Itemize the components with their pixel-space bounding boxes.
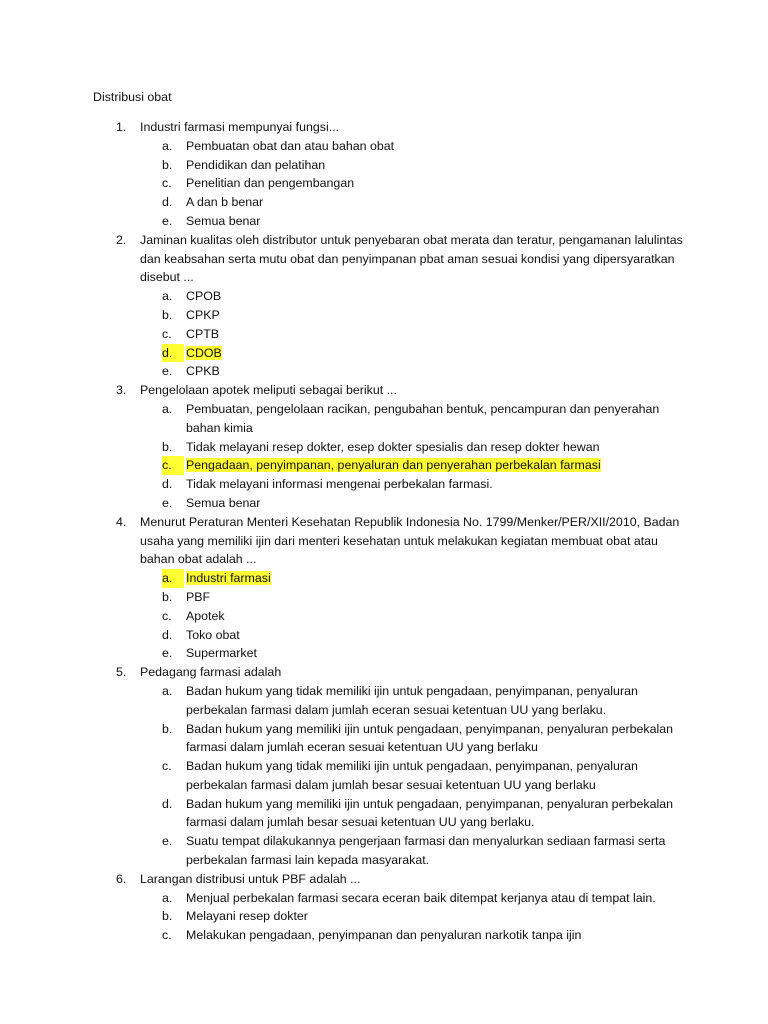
option-letter: e. [162,834,173,849]
question-row [0,231,768,287]
question-item [0,513,768,663]
option-text: Apotek [186,608,225,623]
answer-option [0,832,768,870]
option-text: CPTB [186,326,220,341]
option-letter: a. [162,890,173,905]
answer-option [0,757,768,795]
option-letter: d. [162,477,173,492]
option-letter: c. [162,456,184,475]
answer-option [0,306,768,325]
option-letter: a. [162,683,173,698]
option-text: Penelitian dan pengembangan [186,176,355,191]
option-text: Pengadaan, penyimpanan, penyaluran dan penyerahan perbekalan farmasi [186,458,601,473]
question-text: Jaminan kualitas oleh distributor untuk penyebaran obat merata dan teratur, pengamanan lalulintas dan keabsahan serta mutu obat dan penyimpanan pbat aman sesuai kondisi yang dipersyaratkan disebut ... [140,232,683,285]
answer-option [0,137,768,156]
option-letter: e. [162,495,173,510]
answer-option [0,362,768,381]
option-text: CPKP [186,307,220,322]
option-letter: c. [162,928,172,943]
answer-option-highlighted [0,569,768,588]
answer-option [0,889,768,908]
option-text: Tidak melayani resep dokter, esep dokter spesialis dan resep dokter hewan [186,439,600,454]
option-text: Badan hukum yang memiliki ijin untuk pengadaan, penyimpanan, penyaluran perbekalan farmasi dalam jumlah eceran sesuai ketentuan UU yang berlaku [186,721,673,755]
option-letter: d. [162,195,173,210]
answer-option [0,907,768,926]
question-item [0,870,768,945]
question-text: Industri farmasi mempunyai fungsi... [140,120,340,134]
option-letter: a. [162,138,173,153]
question-number: 4. [116,514,127,529]
answer-option-highlighted [0,344,768,363]
option-letter: b. [162,721,173,736]
answer-option [0,475,768,494]
answer-option [0,438,768,457]
option-letter: c. [162,759,172,774]
option-list [0,682,768,870]
question-text: Pedagang farmasi adalah [140,665,282,680]
answer-option [0,607,768,626]
question-item [0,381,768,513]
question-number: 2. [116,232,127,247]
answer-option [0,287,768,306]
option-letter: a. [162,401,173,416]
option-list [0,287,768,381]
option-list [0,400,768,513]
option-text: Suatu tempat dilakukannya pengerjaan farmasi dan menyalurkan sediaan farmasi serta perbekalan farmasi lain kepada masyarakat. [186,834,666,868]
option-text: Melakukan pengadaan, penyimpanan dan penyaluran narkotik tanpa ijin [186,928,582,943]
option-list [0,569,768,663]
answer-option [0,400,768,438]
option-text: Badan hukum yang memiliki ijin untuk pengadaan, penyimpanan, penyaluran perbekalan farmasi dalam jumlah besar sesuai ketentuan UU yang berlaku. [186,796,673,830]
option-text: Industri farmasi [186,571,271,586]
option-letter: d. [162,627,173,642]
option-text: Pembuatan obat dan atau bahan obat [186,138,395,153]
option-letter: c. [162,608,172,623]
question-number: 3. [116,383,127,398]
question-list [0,118,768,945]
option-letter: c. [162,176,172,191]
option-text: Menjual perbekalan farmasi secara eceran baik ditempat kerjanya atau di tempat lain. [186,890,656,905]
option-letter: b. [162,589,173,604]
option-text: Semua benar [186,213,261,228]
question-row [0,870,768,889]
option-text: CPKB [186,364,220,379]
option-text: Pendidikan dan pelatihan [186,157,326,172]
option-letter: d. [162,796,173,811]
answer-option [0,212,768,231]
question-item [0,231,768,381]
option-text: Badan hukum yang tidak memiliki ijin untuk pengadaan, penyimpanan, penyaluran perbekalan farmasi dalam jumlah besar sesuai ketentuan UU yang berlaku [186,759,638,792]
question-number: 1. [116,120,127,134]
option-letter: b. [162,307,173,322]
option-letter: b. [162,157,173,172]
question-row [0,381,768,400]
option-text: Melayani resep dokter [186,909,308,924]
option-letter: a. [162,289,173,304]
answer-option [0,682,768,720]
option-list [0,889,768,945]
option-letter: b. [162,439,173,454]
question-row [0,663,768,682]
question-text: Pengelolaan apotek meliputi sebagai berikut ... [140,383,397,398]
option-text: Tidak melayani informasi mengenai perbekalan farmasi. [186,477,493,492]
answer-option [0,626,768,645]
question-number: 6. [116,871,127,886]
answer-option [0,720,768,758]
answer-option [0,193,768,212]
answer-option [0,325,768,344]
option-letter: d. [162,344,184,363]
answer-option [0,644,768,663]
option-text: CPOB [186,289,222,304]
option-text: Toko obat [186,627,240,642]
question-number: 5. [116,665,127,680]
option-text: A dan b benar [186,195,264,210]
option-letter: b. [162,909,173,924]
option-text: Pembuatan, pengelolaan racikan, pengubahan bentuk, pencampuran dan penyerahan bahan kimia [186,401,660,435]
answer-option [0,174,768,193]
option-letter: a. [162,569,184,588]
question-item [0,663,768,870]
answer-option-highlighted [0,456,768,475]
option-letter: e. [162,213,173,228]
answer-option [0,494,768,513]
answer-option [0,926,768,945]
question-text: Menurut Peraturan Menteri Kesehatan Republik Indonesia No. 1799/Menker/PER/XII/2010, Badan usaha yang memiliki ijin dari menteri kesehatan untuk melakukan kegiatan membuat obat atau bahan obat adalah ... [140,514,680,567]
option-text: Badan hukum yang tidak memiliki ijin untuk pengadaan, penyimpanan, penyaluran perbekalan farmasi dalam jumlah eceran sesuai ketentuan UU yang berlaku. [186,683,638,717]
answer-option [0,156,768,175]
answer-option [0,588,768,607]
option-text: Supermarket [186,646,257,661]
option-text: CDOB [186,345,222,360]
option-letter: e. [162,646,173,661]
option-letter: e. [162,364,173,379]
question-item [0,118,768,231]
option-list [0,137,768,231]
option-letter: c. [162,326,172,341]
question-row [0,118,768,137]
question-text: Larangan distribusi untuk PBF adalah ... [140,871,361,886]
option-text: PBF [186,589,211,604]
option-text: Semua benar [186,495,261,510]
question-row [0,513,768,569]
document-title: Distribusi obat [93,90,172,104]
answer-option [0,795,768,833]
